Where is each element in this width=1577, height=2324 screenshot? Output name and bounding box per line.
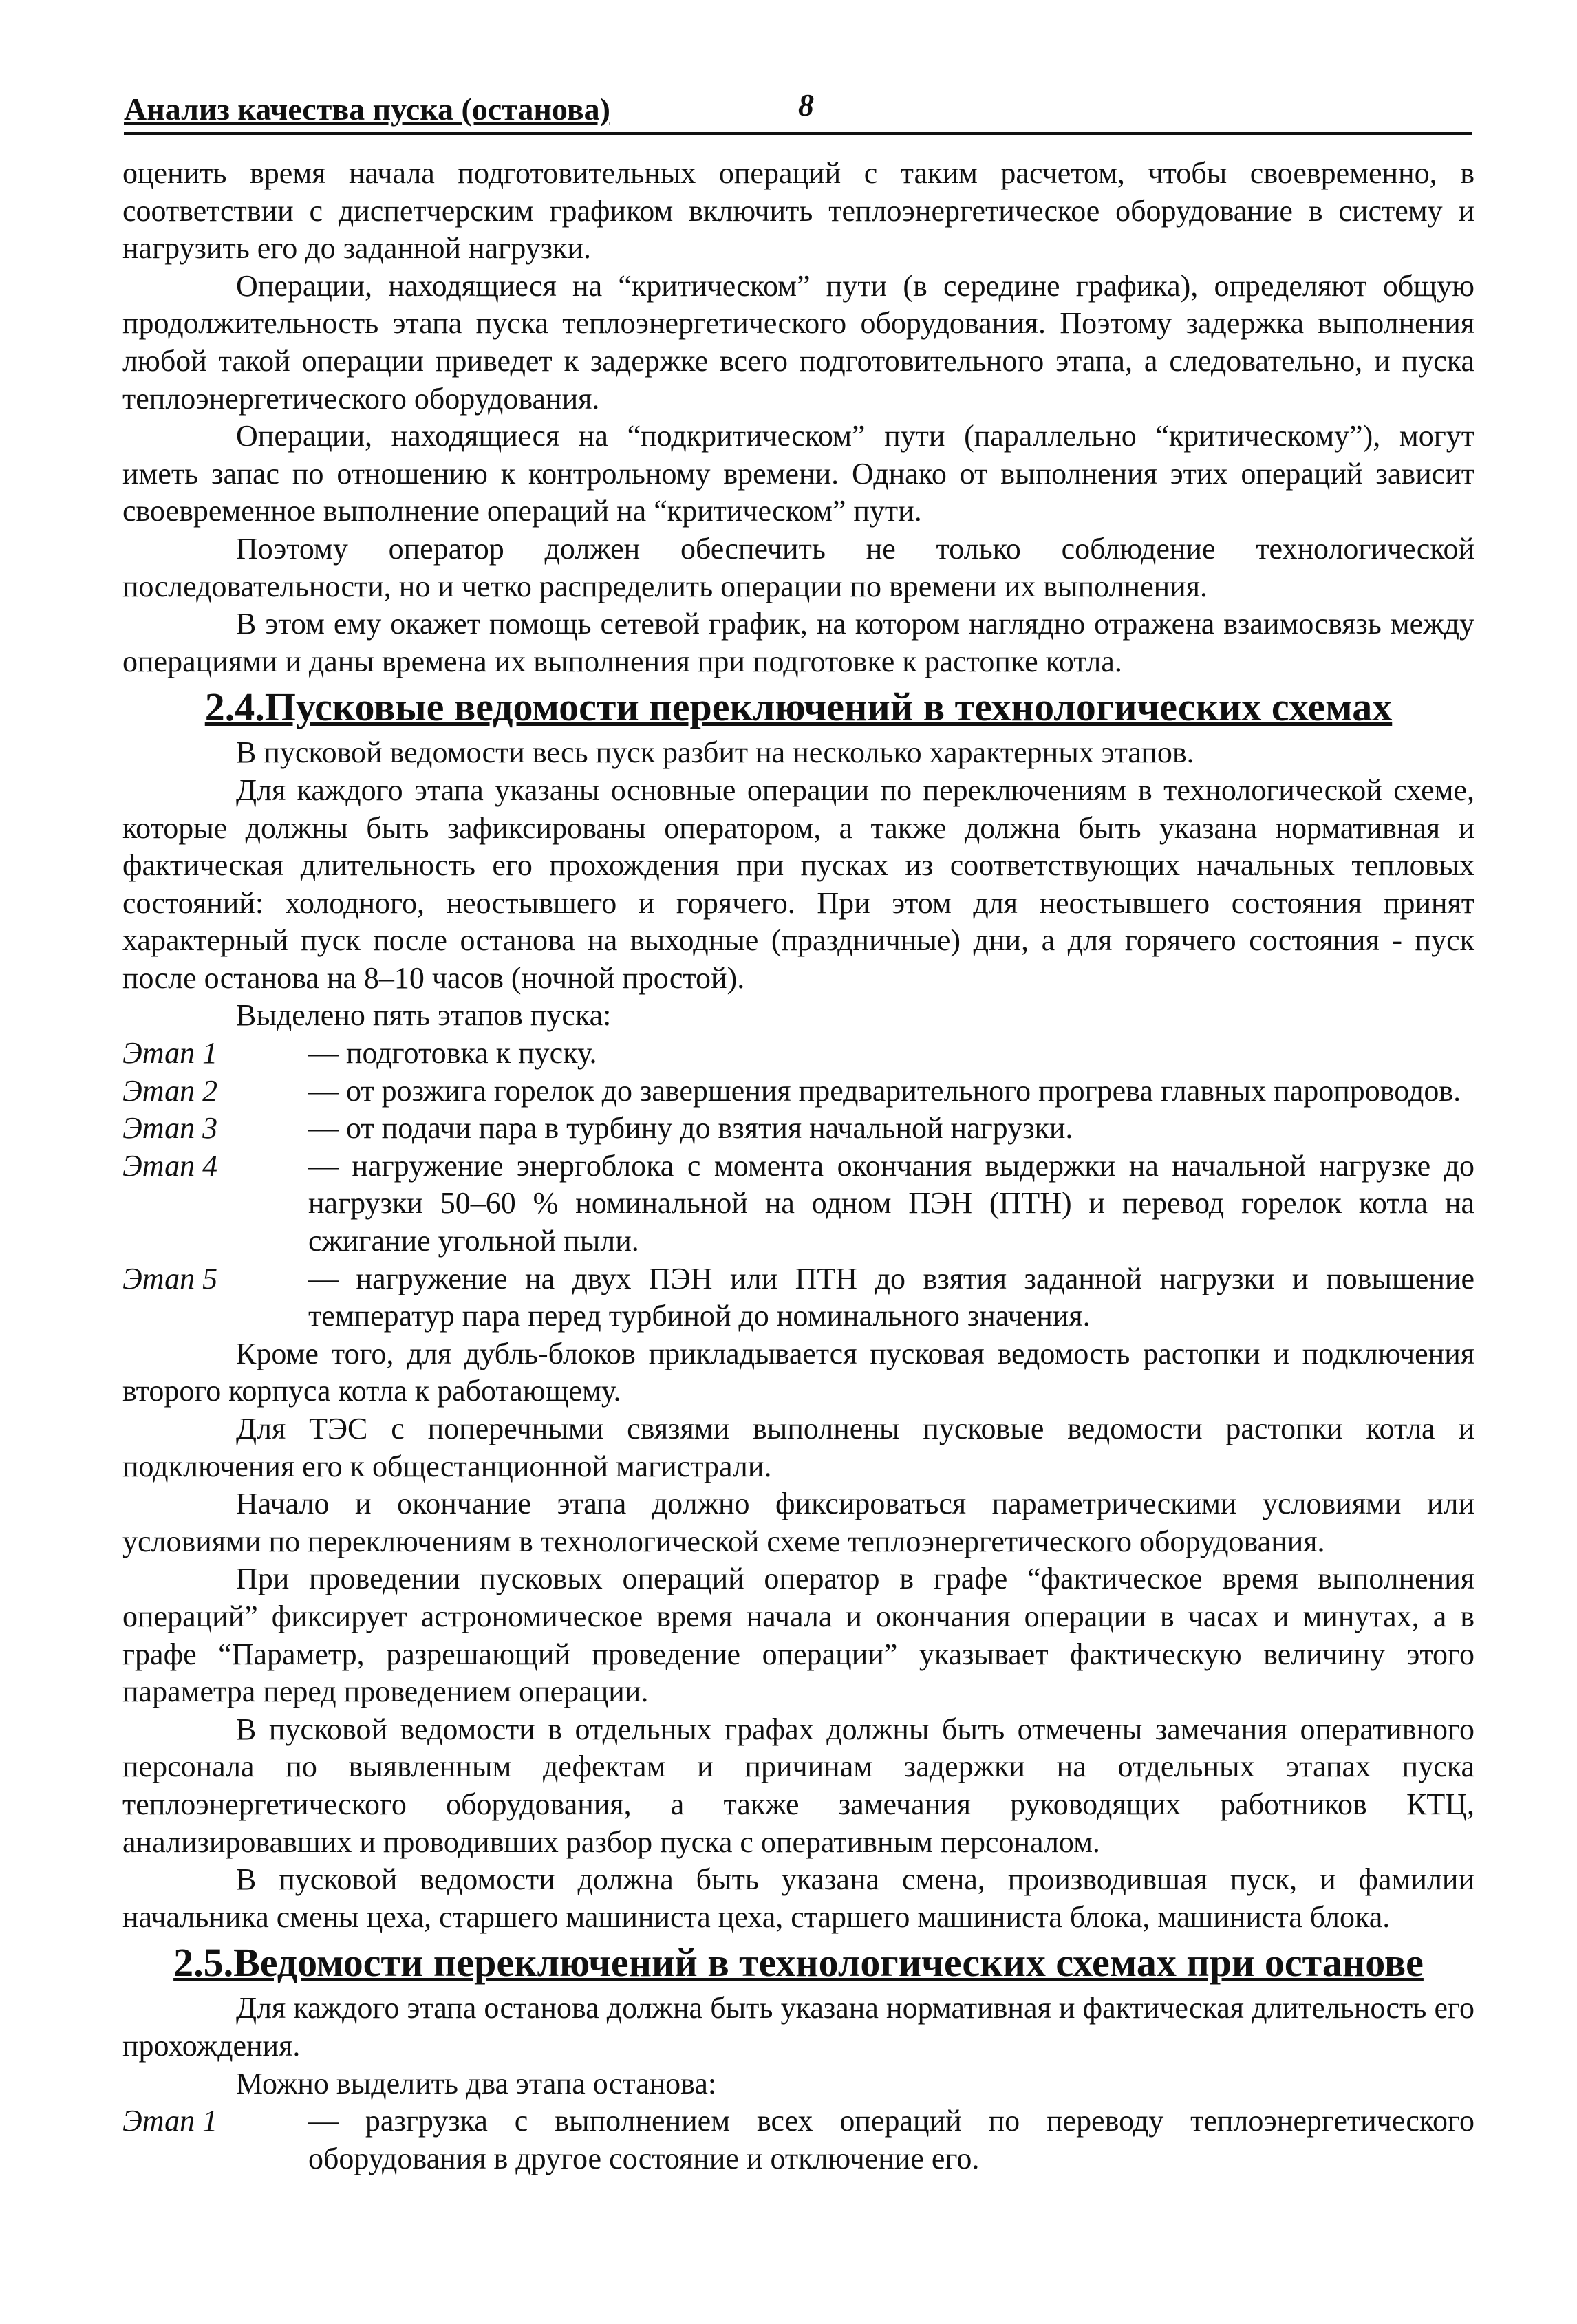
paragraph: В пусковой ведомости в отдельных графах должны быть отмечены замечания оперативного персонала по выявленным дефектам и причинам задержки на отдельных этапах пуска теплоэнергетического оборудования, а также замечания руководящих работников КТЦ, анализировавших и проводивших разбор пуска с оперативным персоналом. [122,1712,1474,1859]
page-number: 8 [798,87,814,122]
paragraph: Можно выделить два этапа останова: [236,2066,717,2100]
stage-text: — подготовка к пуску. [308,1036,597,1070]
stage-item [122,1260,1474,1335]
paragraph: Для каждого этапа останова должна быть указана нормативная и фактическая длительность его прохождения. [122,1991,1474,2063]
stage-label: Этап 3 [122,1111,218,1145]
paragraph: Операции, находящиеся на “критическом” пути (в середине графика), определяют общую продолжительность этапа пуска теплоэнергетического оборудования. Поэтому задержка выполнения любой такой операции приведет к задержке всего подготовительного этапа, а следовательно, и пуска теплоэнергетического оборудования. [122,268,1474,416]
stage-label: Этап 1 [122,2104,218,2138]
paragraph: Операции, находящиеся на “подкритическом” пути (параллельно “критическому”), могут иметь запас по отношению к контрольному времени. Однако от выполнения этих операций зависит своевременное выполнение операций на “критическом” пути. [122,419,1474,528]
paragraph: В этом ему окажет помощь сетевой график, на котором наглядно отражена взаимосвязь между операциями и даны времена их выполнения при подготовке к растопке котла. [122,607,1474,678]
paragraph: Поэтому оператор должен обеспечить не только соблюдение технологической последовательности, но и четко распределить операции по времени их выполнения. [122,531,1474,603]
stage-item [122,1035,1474,1073]
section-heading-2-5: 2.5.Ведомости переключений в технологических схемах при останове [173,1940,1424,1986]
stage-label: Этап 1 [122,1036,218,1070]
page-content [122,155,1474,2177]
running-title: Анализ качества пуска (останова) [124,92,610,127]
stage-item [122,1110,1474,1148]
paragraph: Для каждого этапа указаны основные операции по переключениям в технологической схеме, которые должны быть зафиксированы оператором, а также должна быть указана нормативная и фактическая длительность его прохождения при пусках из соответствующих начальных тепловых состояний: холодного, неостывшего и горячего. При этом для неостывшего состояния принят характерный пуск после останова на выходные (праздничные) дни, а для горячего состояния - пуск после останова на 8–10 часов (ночной простой). [122,773,1474,995]
stage-item [122,2102,1474,2177]
stage-label: Этап 4 [122,1148,218,1183]
stage-text: — разгрузка с выполнением всех операций по переводу теплоэнергетического оборудования в другое состояние и отключение его. [308,2104,1474,2175]
paragraph: Кроме того, для дубль-блоков прикладывается пусковая ведомость растопки и подключения второго корпуса котла к работающему. [122,1336,1474,1408]
paragraph: В пусковой ведомости должна быть указана смена, производившая пуск, и фамилии начальника смены цеха, старшего машиниста цеха, старшего машиниста блока, машиниста блока. [122,1862,1474,1934]
paragraph: При проведении пусковых операций оператор в графе “фактическое время выполнения операций” фиксирует астрономическое время начала и окончания операции в часах и минутах, а в графе “Параметр, разрешающий проведение операции” указывает фактическую величину этого параметра перед проведением операции. [122,1562,1474,1709]
stage-label: Этап 5 [122,1261,218,1295]
section-heading-2-4: 2.4.Пусковые ведомости переключений в технологических схемах [204,685,1393,730]
paragraph: В пусковой ведомости весь пуск разбит на несколько характерных этапов. [236,735,1194,770]
stage-label: Этап 2 [122,1073,218,1108]
paragraph: Для ТЭС с поперечными связями выполнены пусковые ведомости растопки котла и подключения его к общестанционной магистрали. [122,1412,1474,1483]
stage-item [122,1073,1474,1110]
stage-item [122,1148,1474,1260]
paragraph: Выделено пять этапов пуска: [236,998,612,1033]
paragraph: Начало и окончание этапа должно фиксироваться параметрическими условиями или условиями по переключениям в технологической схеме теплоэнергетического оборудования. [122,1487,1474,1558]
stage-text: — нагружение на двух ПЭН или ПТН до взятия заданной нагрузки и повышение температур пара перед турбиной до номинального значения. [308,1261,1474,1333]
paragraph: оценить время начала подготовительных операций с таким расчетом, чтобы своевременно, в соответствии с диспетчерским графиком включить теплоэнергетическое оборудование в систему и нагрузить его до заданной нагрузки. [122,156,1474,266]
stage-text: — нагружение энергоблока с момента окончания выдержки на начальной нагрузке до нагрузки 50–60 % номинальной на одном ПЭН (ПТН) и перевод горелок котла на сжигание угольной пыли. [308,1148,1474,1258]
stage-text: — от подачи пара в турбину до взятия начальной нагрузки. [308,1111,1073,1145]
page-header [124,87,1472,135]
stage-text: — от розжига горелок до завершения предварительного прогрева главных паропроводов. [308,1073,1461,1108]
